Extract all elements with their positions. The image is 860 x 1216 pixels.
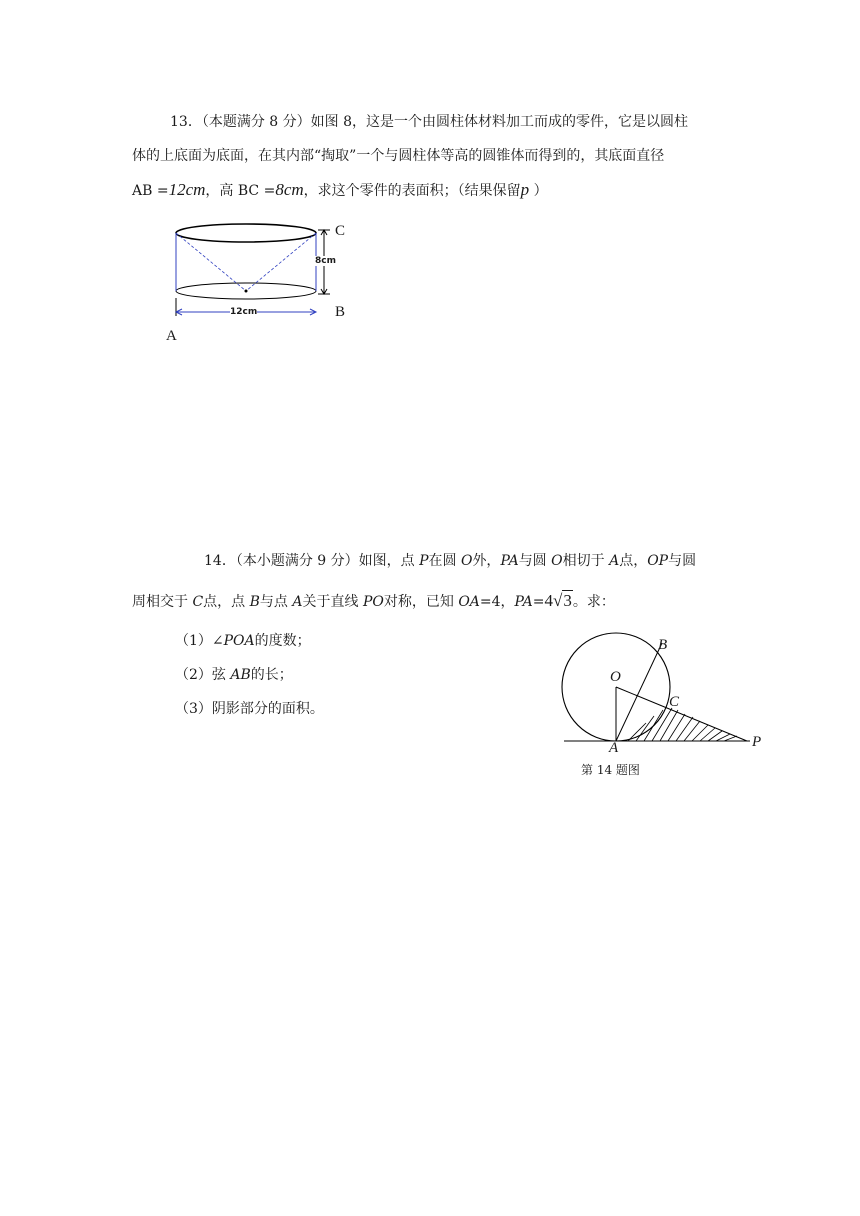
q14-var-pa: PA [500, 553, 519, 569]
q14-fig-label-a: A [609, 740, 619, 756]
q14-figure-caption: 第 14 题图 [581, 763, 640, 777]
sqrt-sign: √ [553, 591, 563, 610]
q13-line-1-text: 13．（本题满分 8 分）如图 8，这是一个由圆柱体材料加工而成的零件，它是以圆柱 [170, 114, 688, 130]
q14-text-13: 。求： [572, 594, 615, 610]
q14-sub-1-prefix: （1）∠ [175, 633, 224, 649]
q14-text-2: 在圆 [428, 553, 461, 569]
q14-sub-1-suffix: 的度数； [254, 633, 311, 649]
q13-line-2-text: 体的上底面为底面，在其内部“掏取”一个与圆柱体等高的圆锥体而得到的，其底面直径 [132, 148, 665, 164]
q14-text-6: 点， [619, 553, 648, 569]
q14-var-o-2: O [551, 553, 563, 569]
q14-var-p: P [419, 553, 429, 569]
q14-text-5: 相切于 [562, 553, 610, 569]
q14-var-oa: OA [458, 594, 480, 610]
q14-var-a-2: A [292, 594, 303, 610]
q13-line-2 [132, 146, 664, 166]
q13-ab-value: 12cm [168, 180, 206, 199]
q13-height-text: 8cm [315, 256, 336, 266]
q14-text-11: 关于直线 [302, 594, 363, 610]
q14-var-o: O [460, 553, 473, 569]
q14-fig-label-p: P [752, 734, 762, 750]
q14-sub-2-prefix: （2）弦 [175, 667, 231, 683]
q13-bc-value: 8cm [275, 180, 304, 199]
q14-pa-radicand: 3 [563, 591, 572, 610]
q14-text-9: 点，点 [203, 594, 250, 610]
q14-fig-label-c: C [669, 694, 680, 710]
q14-var-op: OP [647, 553, 669, 569]
q13-label-c: C [335, 223, 346, 239]
q13-pi-symbol: p [520, 180, 530, 199]
q14-var-po: PO [362, 594, 384, 610]
q13-cylinder-figure [160, 218, 360, 328]
q13-bc-label: ，高 BC = [205, 183, 276, 199]
q14-sub-2-suffix: 的长； [250, 667, 293, 683]
q14-pa-value [545, 590, 573, 610]
q14-line-1 [204, 551, 696, 571]
q13-ab-label: AB = [132, 183, 169, 199]
q14-pa-eq: = [532, 594, 545, 610]
q13-label-a: A [166, 328, 177, 344]
cone-apex-dot [245, 290, 248, 293]
q14-pa-coef: 4 [544, 591, 554, 610]
q13-instruction: ，求这个零件的表面积；（结果保留 [303, 183, 521, 199]
q14-text-8: 周相交于 [132, 594, 193, 610]
q13-label-b: B [335, 304, 346, 320]
q13-width-text: 12cm [230, 307, 258, 317]
q14-sub-3-text: （3）阴影部分的面积。 [175, 701, 324, 717]
q14-var-ab: AB [230, 667, 251, 683]
q14-var-a: A [609, 553, 620, 569]
q14-var-b: B [249, 594, 260, 610]
cylinder-top-ellipse [176, 224, 316, 242]
q14-oa-value: =4， [479, 594, 515, 610]
q14-fig-label-b: B [658, 637, 668, 653]
q13-close-paren: ） [529, 183, 548, 199]
q14-sub-3 [175, 699, 324, 719]
q14-var-c: C [192, 594, 204, 610]
q14-fig-label-o: O [610, 669, 621, 685]
q13-line-3 [132, 180, 548, 201]
q14-text-7: 与圆 [668, 553, 697, 569]
q14-text-1: 14．（本小题满分 9 分）如图，点 [204, 553, 420, 569]
q14-var-pa-2: PA [514, 594, 533, 610]
q14-text-12: 对称，已知 [383, 594, 459, 610]
q14-text-3: 外， [472, 553, 501, 569]
q14-text-4: 与圆 [518, 553, 552, 569]
q14-text-10: 与点 [259, 594, 293, 610]
q14-sub-2 [175, 665, 293, 685]
q14-sub-1 [175, 631, 311, 651]
q13-line-1 [170, 112, 688, 132]
q14-line-2 [132, 591, 615, 612]
q14-var-poa: POA [223, 633, 255, 649]
